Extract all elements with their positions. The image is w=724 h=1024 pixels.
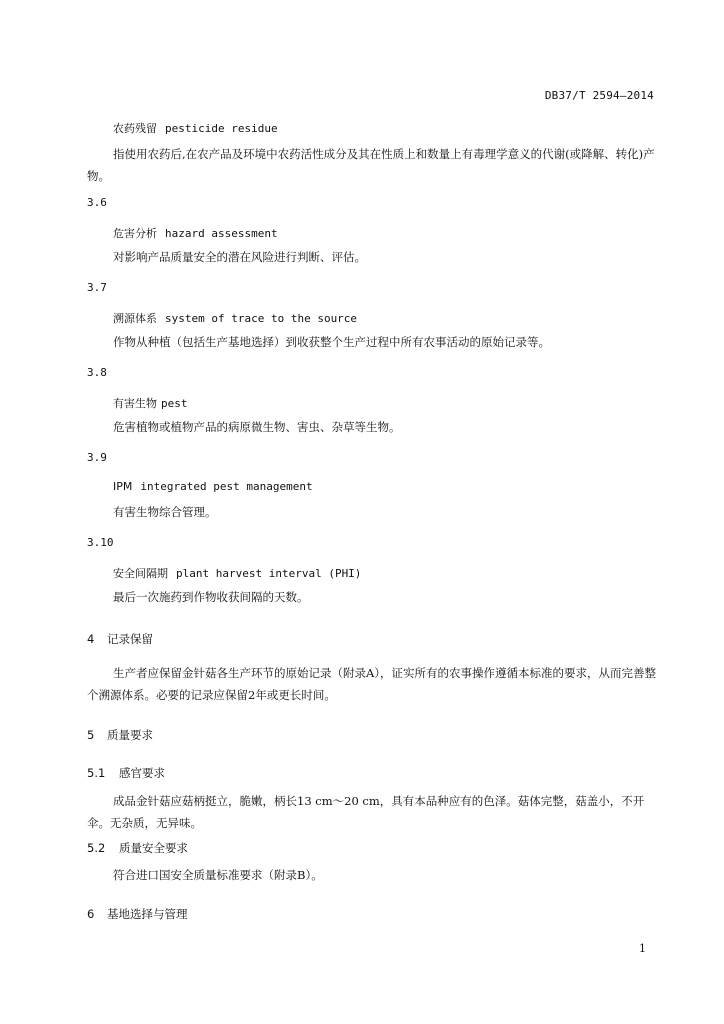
subsection-number: 5.2 xyxy=(87,841,106,855)
term-zh: 安全间隔期 xyxy=(113,567,168,580)
definition-ipm: 有害生物综合管理。 xyxy=(113,505,217,519)
term-zh: IPM xyxy=(113,480,133,493)
clause-number-3-7: 3.7 xyxy=(87,281,107,294)
definition-traceability-system: 作物从种植（包括生产基地选择）到收获整个生产过程中所有农事活动的原始记录等。 xyxy=(113,335,550,349)
term-en: hazard assessment xyxy=(165,227,278,240)
clause-number-3-8: 3.8 xyxy=(87,366,107,379)
term-phi xyxy=(113,565,361,581)
section-number: 6 xyxy=(87,907,95,921)
term-hazard-assessment xyxy=(113,225,278,241)
definition-phi: 最后一次施药到作物收获间隔的天数。 xyxy=(113,590,309,604)
term-en: plant harvest interval (PHI) xyxy=(176,567,362,580)
term-en: system of trace to the source xyxy=(165,312,358,325)
subsection-title: 质量安全要求 xyxy=(119,841,188,855)
term-zh: 危害分析 xyxy=(113,227,157,240)
clause-number-3-6: 3.6 xyxy=(87,196,107,209)
definition-pesticide-residue: 指使用农药后,在农产品及环境中农药活性成分及其在性质上和数量上有毒理学意义的代谢(或降解、转化)产物。 xyxy=(87,147,655,183)
page-number: 1 xyxy=(639,942,646,955)
term-en: pesticide residue xyxy=(165,122,278,135)
term-zh: 农药残留 xyxy=(113,122,157,135)
definition-pest: 危害植物或植物产品的病原微生物、害虫、杂草等生物。 xyxy=(113,420,401,434)
standard-code: DB37/T 2594—2014 xyxy=(544,89,654,102)
subsection-heading-5-1 xyxy=(87,765,165,781)
section-number: 5 xyxy=(87,728,95,742)
clause-number-3-9: 3.9 xyxy=(87,451,107,464)
clause-number-3-10: 3.10 xyxy=(87,536,114,549)
definition-hazard-assessment: 对影响产品质量安全的潜在风险进行判断、评估。 xyxy=(113,250,366,264)
subsection-number: 5.1 xyxy=(87,766,106,780)
term-pest xyxy=(113,395,188,411)
section-title: 基地选择与管理 xyxy=(107,907,188,921)
section-heading-5 xyxy=(87,727,153,743)
section-title: 记录保留 xyxy=(107,632,153,646)
subsection-5-2-text: 符合进口国安全质量标准要求（附录B）。 xyxy=(113,868,323,882)
subsection-heading-5-2 xyxy=(87,840,188,856)
term-pesticide-residue xyxy=(113,120,278,136)
term-en: pest xyxy=(161,397,188,410)
term-en: integrated pest management xyxy=(140,480,313,493)
term-traceability-system xyxy=(113,310,357,326)
term-zh: 有害生物 xyxy=(113,397,157,410)
term-zh: 溯源体系 xyxy=(113,312,157,325)
section-title: 质量要求 xyxy=(107,728,153,742)
subsection-title: 感官要求 xyxy=(119,766,165,780)
term-ipm xyxy=(113,480,313,493)
section-heading-6 xyxy=(87,906,188,922)
section-heading-4 xyxy=(87,631,153,647)
section-4-text: 生产者应保留金针菇各生产环节的原始记录（附录A），证实所有的农事操作遵循本标准的要求，从而完善整个溯源体系。必要的记录应保留2年或更长时间。 xyxy=(87,666,657,702)
section-number: 4 xyxy=(87,632,95,646)
subsection-5-1-text: 成品金针菇应菇柄挺立，脆嫩，柄长13 cm～20 cm，具有本品种应有的色泽。菇体完整，菇盖小，不开伞。无杂质，无异味。 xyxy=(87,794,645,830)
